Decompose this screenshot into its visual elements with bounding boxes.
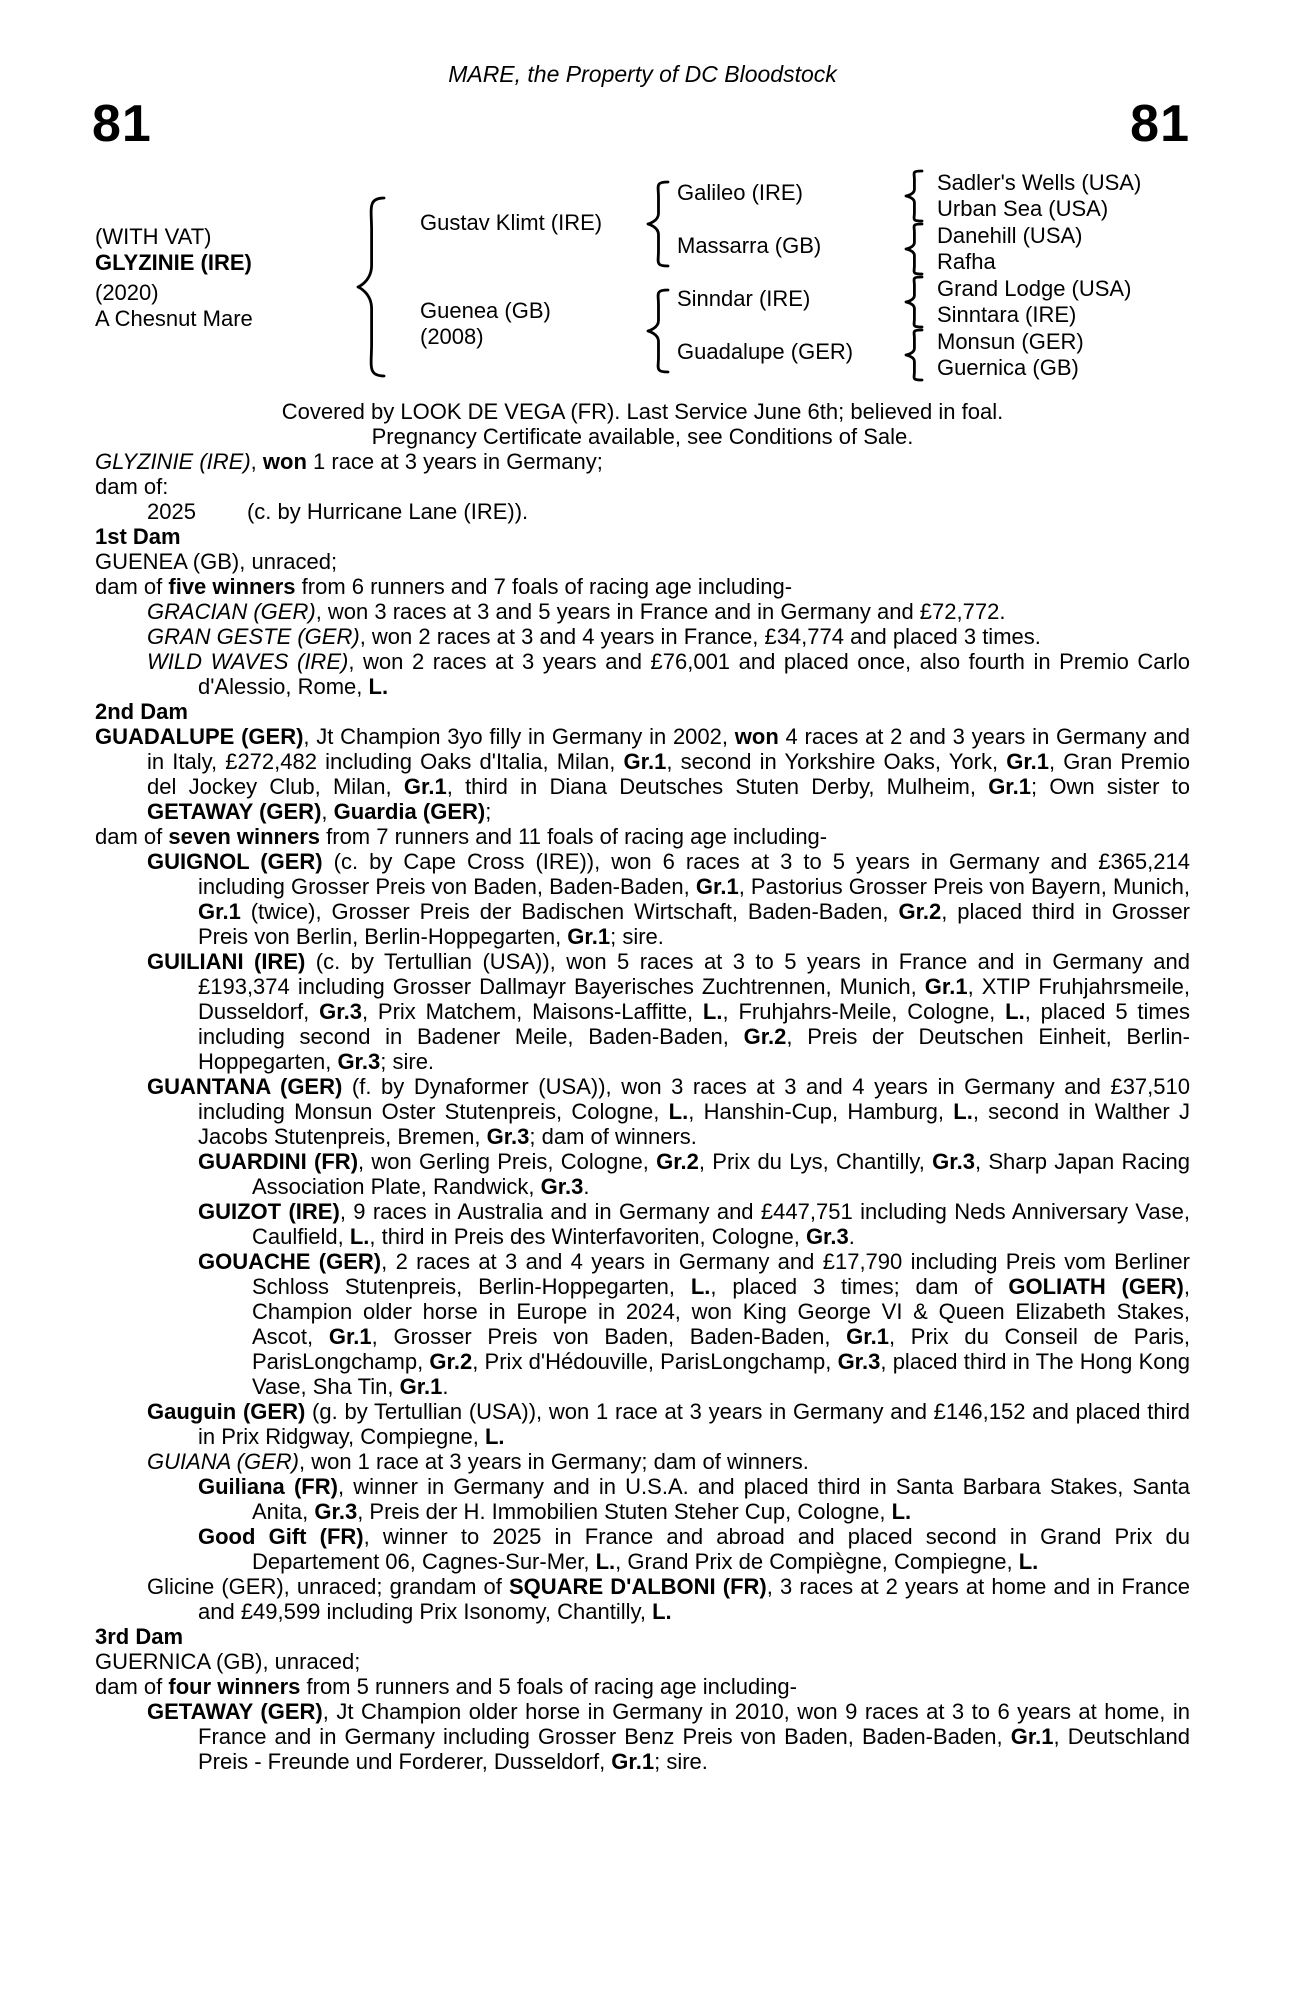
subject-name: GLYZINIE (IRE): [95, 250, 252, 275]
guignol-entry: GUIGNOL (GER) (c. by Cape Cross (IRE)), won 6 races at 3 to 5 years in Germany and £365,214 including Grosser Preis von Baden, Baden-Baden, Gr.1, Pastorius Grosser Preis von Bayern, Munich, Gr.1 (twice), Grosser Preis der Badischen Wirtschaft, Baden-Baden, Gr.2, placed third in Grosser Preis von Berlin, Berlin-Hoppegarten, Gr.1; sire.: [147, 849, 1191, 949]
guiliani-entry: GUILIANI (IRE) (c. by Tertullian (USA)), won 5 races at 3 to 5 years in France and in Germany and £193,374 including Grosser Dallmayr Bayerisches Zuchtrennen, Munich, Gr.1, XTIP Fruhjahrsmeile, Dusseldorf, Gr.3, Prix Matchem, Maisons-Laffitte, L., Fruhjahrs-Meile, Cologne, L., placed 5 times including second in Badener Meile, Baden-Baden, Gr.2, Preis der Deutschen Einheit, Berlin-Hoppegarten, Gr.3; sire.: [147, 949, 1190, 1074]
subject-description: A Chesnut Mare: [95, 306, 253, 331]
gauguin-entry: Gauguin (GER) (g. by Tertullian (USA)), won 1 race at 3 years in Germany and £146,152 and placed third in Prix Ridgway, Compiegne, L.: [147, 1399, 1191, 1449]
pedigree-brace-gen2: [356, 196, 386, 378]
dam-year: (2008): [420, 324, 484, 349]
gen4-name-6: Monsun (GER): [937, 329, 1084, 354]
pedigree-brace-gen4-4: [904, 328, 924, 382]
pedigree-brace-gen4-1: [904, 169, 924, 223]
gen3-name-2: Sinndar (IRE): [677, 286, 811, 311]
pedigree-brace-sire: [646, 180, 670, 268]
dam-name: Guenea (GB): [420, 298, 551, 323]
good-gift-entry: Good Gift (FR), winner to 2025 in France and abroad and placed second in Grand Prix du Departement 06, Cagnes-Sur-Mer, L., Grand Prix de Compiègne, Compiegne, L.: [198, 1524, 1190, 1574]
first-dam-heading: 1st Dam: [95, 524, 181, 549]
guiliana-entry: Guiliana (FR), winner in Germany and in U.S.A. and placed third in Santa Barbara Stakes, Santa Anita, Gr.3, Preis der H. Immobilien Stuten Steher Cup, Cologne, L.: [198, 1474, 1190, 1524]
third-dam-heading: 3rd Dam: [95, 1624, 184, 1649]
guardini-entry: GUARDINI (FR), won Gerling Preis, Cologne, Gr.2, Prix du Lys, Chantilly, Gr.3, Sharp Japan Racing Association Plate, Randwick, Gr.3.: [198, 1149, 1190, 1199]
gen4-name-3: Rafha: [937, 249, 996, 274]
gen4-name-7: Guernica (GB): [937, 355, 1079, 380]
gracian-entry: GRACIAN (GER), won 3 races at 3 and 5 years in France and in Germany and £72,772.: [147, 599, 1006, 624]
lot-number-left: 81: [92, 95, 152, 153]
covering-line-1: Covered by LOOK DE VEGA (FR). Last Service June 6th; believed in foal.: [281, 399, 1004, 424]
subject-vat-note: (WITH VAT): [95, 224, 212, 249]
gran-geste-entry: GRAN GESTE (GER), won 2 races at 3 and 4 years in France, £34,774 and placed 3 times.: [147, 624, 1041, 649]
pedigree-brace-gen4-2: [904, 222, 924, 276]
gen4-name-0: Sadler's Wells (USA): [937, 170, 1142, 195]
body-paragraphs: [95, 399, 1190, 1774]
guenea-record: GUENEA (GB), unraced;: [95, 549, 338, 574]
guernica-produce-intro: dam of four winners from 5 runners and 5 foals of racing age including-: [95, 1674, 797, 1699]
guenea-produce-intro: dam of five winners from 6 runners and 7 foals of racing age including-: [95, 574, 793, 599]
guantana-entry: GUANTANA (GER) (f. by Dynaformer (USA)), won 3 races at 3 and 4 years in Germany and £37,510 including Monsun Oster Stutenpreis, Cologne, L., Hanshin-Cup, Hamburg, L., second in Walther J Jacobs Stutenpreis, Bremen, Gr.3; dam of winners.: [147, 1074, 1191, 1149]
getaway-entry: GETAWAY (GER), Jt Champion older horse in Germany in 2010, won 9 races at 3 to 6 years at home, in France and in Germany including Grosser Benz Preis von Baden, Baden-Baden, Gr.1, Deutschland Preis - Freunde und Forderer, Dusseldorf, Gr.1; sire.: [147, 1699, 1190, 1774]
covering-line-2: Pregnancy Certificate available, see Conditions of Sale.: [371, 424, 914, 449]
gen3-name-0: Galileo (IRE): [677, 180, 803, 205]
gen4-name-2: Danehill (USA): [937, 223, 1083, 248]
guizot-entry: GUIZOT (IRE), 9 races in Australia and in Germany and £447,751 including Neds Anniversary Vase, Caulfield, L., third in Preis des Winterfavoriten, Cologne, Gr.3.: [198, 1199, 1190, 1249]
gouache-entry: GOUACHE (GER), 2 races at 3 and 4 years in Germany and £17,790 including Preis vom Berliner Schloss Stutenpreis, Berlin-Hoppegarten, L., placed 3 times; dam of GOLIATH (GER), Champion older horse in Europe in 2024, won King George VI & Queen Elizabeth Stakes, Ascot, Gr.1, Grosser Preis von Baden, Baden-Baden, Gr.1, Prix du Conseil de Paris, ParisLongchamp, Gr.2, Prix d'Hédouville, ParisLongchamp, Gr.3, placed third in The Hong Kong Vase, Sha Tin, Gr.1.: [198, 1249, 1191, 1399]
gen4-name-4: Grand Lodge (USA): [937, 276, 1132, 301]
guadalupe-produce-intro: dam of seven winners from 7 runners and 11 foals of racing age including-: [95, 824, 828, 849]
subject-produce-intro: dam of:: [95, 474, 169, 499]
guernica-record: GUERNICA (GB), unraced;: [95, 1649, 361, 1674]
guadalupe-entry: GUADALUPE (GER), Jt Champion 3yo filly in Germany in 2002, won 4 races at 2 and 3 years in Germany and in Italy, £272,482 including Oaks d'Italia, Milan, Gr.1, second in Yorkshire Oaks, York, Gr.1, Gran Premio del Jockey Club, Milan, Gr.1, third in Diana Deutsches Stuten Derby, Mulheim, Gr.1; Own sister to GETAWAY (GER), Guardia (GER);: [95, 724, 1191, 824]
pedigree-brace-dam: [646, 288, 670, 374]
glicine-entry: Glicine (GER), unraced; grandam of SQUARE D'ALBONI (FR), 3 races at 2 years at home and in France and £49,599 including Prix Isonomy, Chantilly, L.: [147, 1574, 1191, 1624]
second-dam-heading: 2nd Dam: [95, 699, 188, 724]
page-header-title: MARE, the Property of DC Bloodstock: [448, 61, 837, 87]
gen4-name-1: Urban Sea (USA): [937, 196, 1109, 221]
sire-name: Gustav Klimt (IRE): [420, 210, 603, 235]
gen4-name-5: Sinntara (IRE): [937, 302, 1077, 327]
subject-foaling-year: (2020): [95, 280, 159, 305]
produce-2025: 2025 (c. by Hurricane Lane (IRE)).: [147, 499, 529, 524]
lot-number-right: 81: [1130, 95, 1190, 153]
pedigree-brace-gen4-3: [904, 275, 924, 329]
gen3-name-1: Massarra (GB): [677, 233, 822, 258]
wild-waves-entry: WILD WAVES (IRE), won 2 races at 3 years and £76,001 and placed once, also fourth in Premio Carlo d'Alessio, Rome, L.: [147, 649, 1190, 699]
guiana-entry: GUIANA (GER), won 1 race at 3 years in Germany; dam of winners.: [147, 1449, 809, 1474]
gen3-name-3: Guadalupe (GER): [677, 339, 854, 364]
subject-race-record: GLYZINIE (IRE), won 1 race at 3 years in Germany;: [95, 449, 603, 474]
